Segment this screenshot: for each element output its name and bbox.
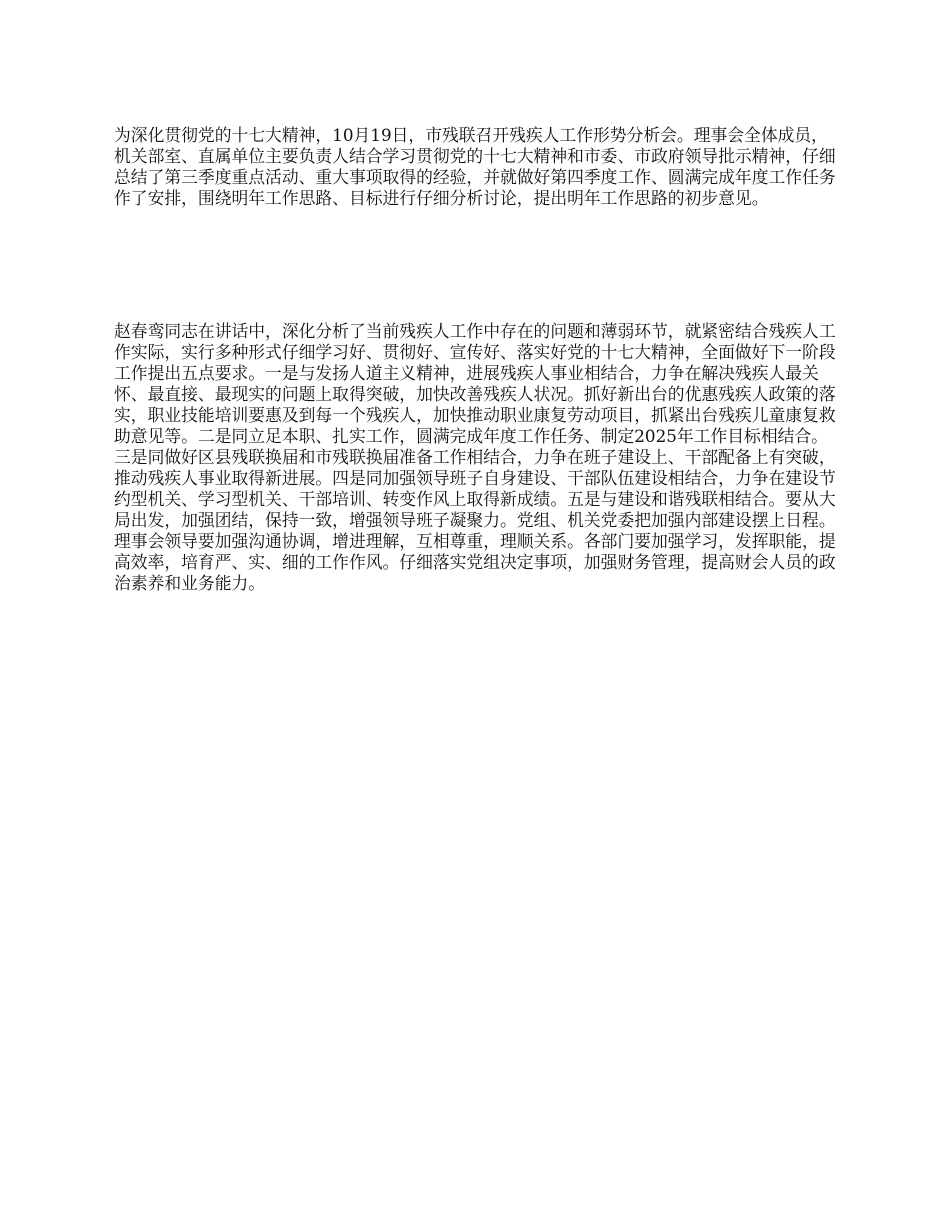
paragraph-speech-requirements: 赵春鸾同志在讲话中，深化分析了当前残疾人工作中存在的问题和薄弱环节，就紧密结合残疾人工作实际，实行多种形式仔细学习好、贯彻好、宣传好、落实好党的十七大精神，全面做好下一阶段工作提出五点要求。一是与发扬人道主义精神，进展残疾人事业相结合，力争在解决残疾人最关怀、最直接、最现实的问题上取得突破，加快改善残疾人状况。抓好新出台的优惠残疾人政策的落实，职业技能培训要惠及到每一个残疾人，加快推动职业康复劳动项目，抓紧出台残疾儿童康复救助意见等。二是同立足本职、扎实工作，圆满完成年度工作任务、制定2025年工作目标相结合。三是同做好区县残联换届和市残联换届准备工作相结合，力争在班子建设上、干部配备上有突破，推动残疾人事业取得新进展。四是同加强领导班子自身建设、干部队伍建设相结合，力争在建设节约型机关、学习型机关、干部培训、转变作风上取得新成绩。五是与建设和谐残联相结合。要从大局出发，加强团结，保持一致，增强领导班子凝聚力。党组、机关党委把加强内部建设摆上日程。理事会领导要加强沟通协调，增进理解，互相尊重，理顺关系。各部门要加强学习，发挥职能，提高效率，培育严、实、细的工作作风。仔细落实党组决定事项，加强财务管理，提高财会人员的政治素养和业务能力。 — [114, 321, 836, 593]
paragraph-meeting-summary: 为深化贯彻党的十七大精神，10月19日，市残联召开残疾人工作形势分析会。理事会全体成员，机关部室、直属单位主要负责人结合学习贯彻党的十七大精神和市委、市政府领导批示精神，仔细总结了第三季度重点活动、重大事项取得的经验，并就做好第四季度工作、圆满完成年度工作任务作了安排，围绕明年工作思路、目标进行仔细分析讨论，提出明年工作思路的初步意见。 — [114, 125, 836, 208]
